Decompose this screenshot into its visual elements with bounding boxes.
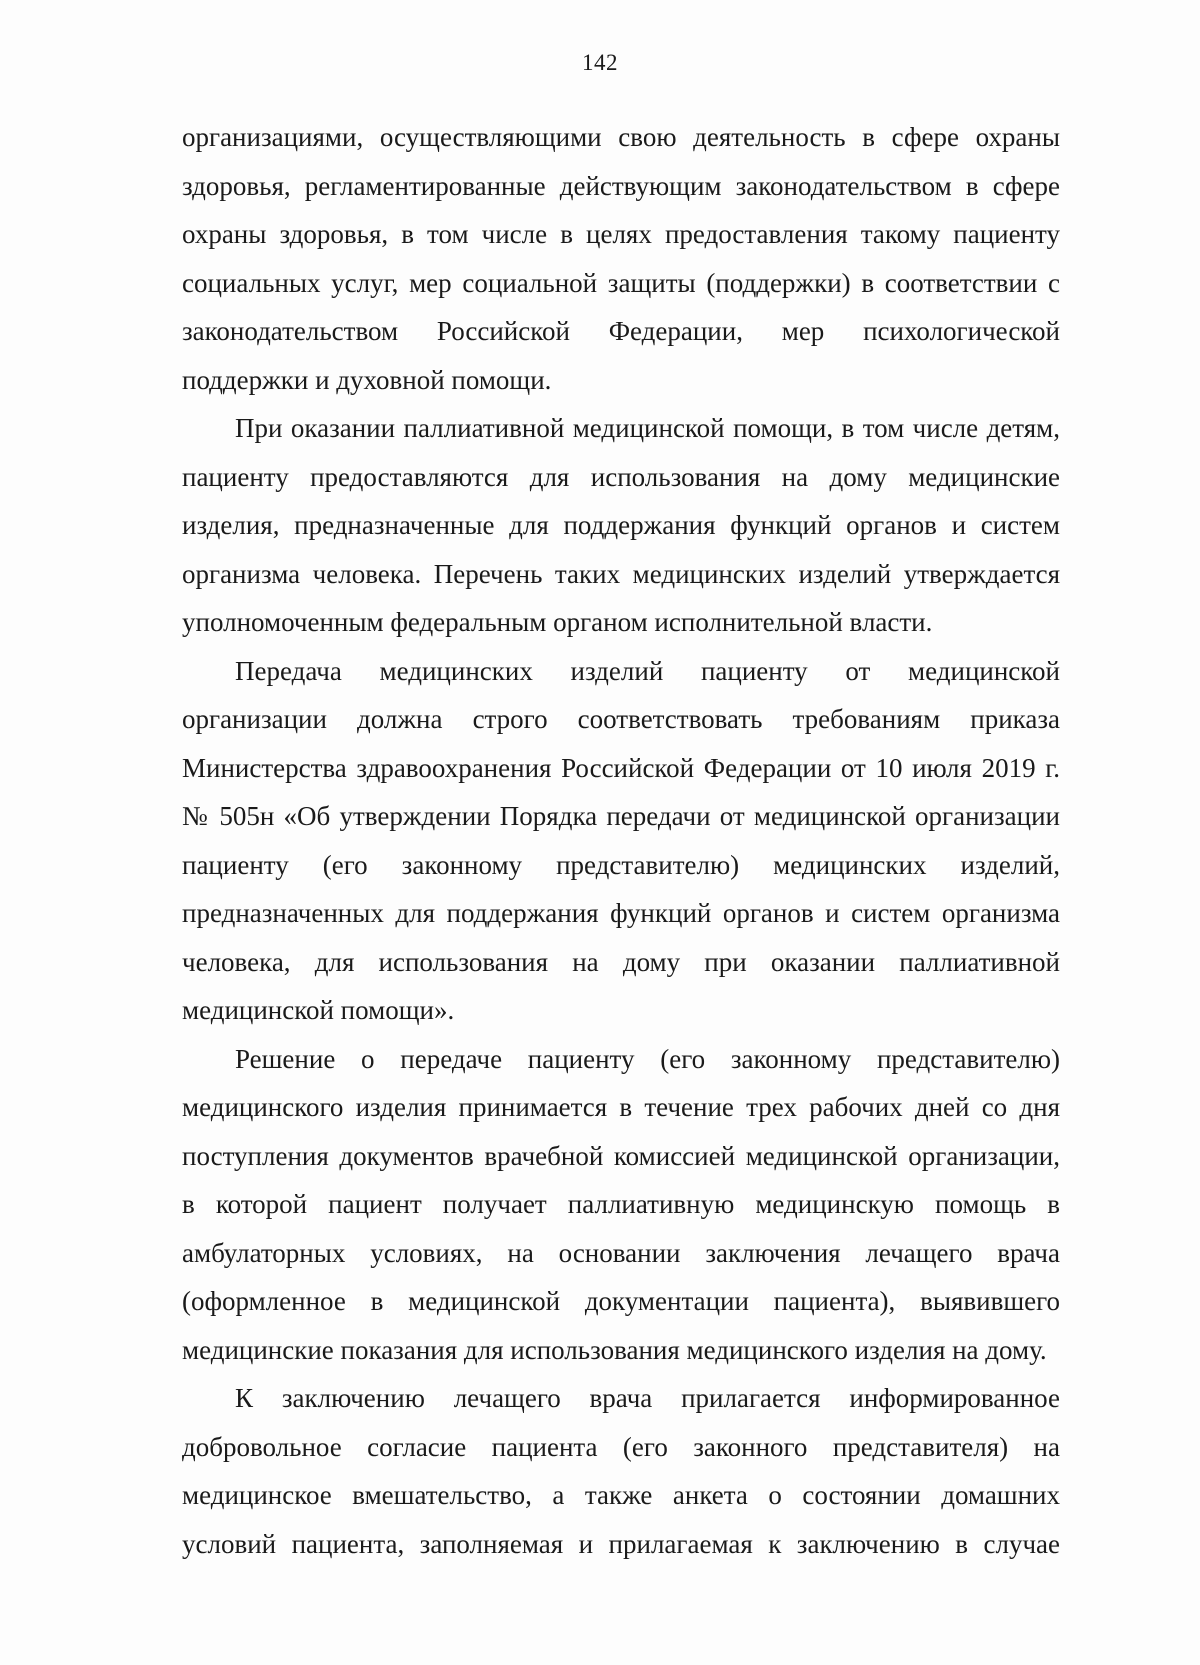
text-line: добровольное согласие пациента (его законного представителя) на [182,1431,1060,1462]
paragraph-5 [182,1374,1060,1568]
paragraph-4 [182,1035,1060,1375]
text-line: поддержки и духовной помощи. [182,364,552,395]
text-line: поступления документов врачебной комиссией медицинской организации, [182,1140,1060,1171]
text-line: социальных услуг, мер социальной защиты (поддержки) в соответствии с [182,267,1060,298]
text-line: охраны здоровья, в том числе в целях предоставления такому пациенту [182,219,1060,249]
page-number: 142 [582,50,618,75]
text-line: человека, для использования на дому при оказании паллиативной [182,946,1060,977]
paragraph-1 [182,113,1060,404]
text-line: организма человека. Перечень таких медицинских изделий утверждается [182,558,1060,589]
text-line: условий пациента, заполняемая и прилагаемая к заключению в случае [182,1528,1060,1559]
text-line: При оказании паллиативной медицинской помощи, в том числе детям, [235,413,1060,443]
text-line: организации должна строго соответствовать требованиям приказа [182,704,1060,734]
text-line: предназначенных для поддержания функций органов и систем организма [182,898,1060,928]
text-line: медицинское вмешательство, а также анкета о состоянии домашних [182,1480,1060,1510]
text-line: медицинские показания для использования медицинского изделия на дому. [182,1334,1047,1365]
text-line: изделия, предназначенные для поддержания функций органов и систем [182,510,1060,540]
text-line: (оформленное в медицинской документации пациента), выявившего [182,1286,1060,1316]
paragraph-3 [182,647,1060,1035]
text-line: Решение о передаче пациенту (его законному представителю) [235,1043,1060,1074]
text-line: пациенту (его законному представителю) медицинских изделий, [182,849,1060,880]
text-line: Передача медицинских изделий пациенту от медицинской [235,655,1060,686]
text-line: медицинской помощи». [182,995,455,1025]
document-body [182,113,1060,1568]
text-line: амбулаторных условиях, на основании заключения лечащего врача [182,1237,1060,1268]
paragraph-2 [182,404,1060,647]
text-line: уполномоченным федеральным органом исполнительной власти. [182,607,933,637]
text-line: № 505н «Об утверждении Порядка передачи от медицинской организации [182,801,1060,831]
text-line: организациями, осуществляющими свою деятельность в сфере охраны [182,122,1060,152]
text-line: К заключению лечащего врача прилагается информированное [235,1383,1060,1413]
text-line: пациенту предоставляются для использования на дому медицинские [182,461,1060,492]
text-line: медицинского изделия принимается в течение трех рабочих дней со дня [182,1092,1060,1122]
text-line: законодательством Российской Федерации, мер психологической [182,316,1060,346]
text-line: здоровья, регламентированные действующим законодательством в сфере [182,170,1060,201]
text-line: Министерства здравоохранения Российской Федерации от 10 июля 2019 г. [182,752,1060,783]
text-line: в которой пациент получает паллиативную медицинскую помощь в [182,1189,1060,1219]
